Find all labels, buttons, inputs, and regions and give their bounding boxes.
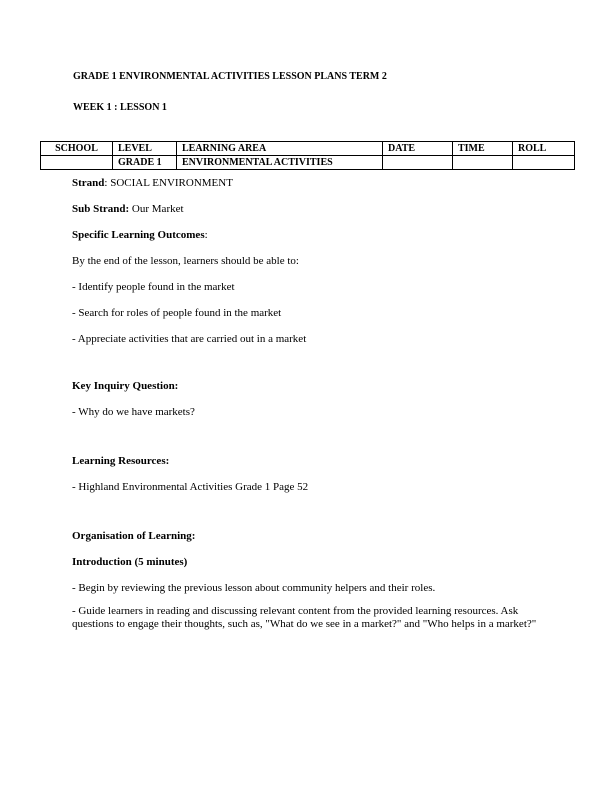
- cell-level: GRADE 1: [113, 156, 177, 170]
- resources-heading: Learning Resources:: [72, 455, 170, 467]
- strand-value: : SOCIAL ENVIRONMENT: [104, 177, 233, 189]
- sub-strand-line: [72, 203, 552, 216]
- lesson-content: [72, 177, 552, 631]
- table-header-row: [41, 142, 575, 156]
- introduction-heading: Introduction (5 minutes): [72, 556, 188, 568]
- header-date: DATE: [383, 142, 453, 156]
- sub-strand-value: Our Market: [129, 203, 184, 215]
- strand-line: [72, 177, 552, 190]
- strand-label: Strand: [72, 177, 105, 189]
- list-item: - Begin by reviewing the previous lesson about community helpers and their roles.: [72, 582, 436, 594]
- outcomes-intro: By the end of the lesson, learners should be able to:: [72, 255, 299, 267]
- header-time: TIME: [453, 142, 513, 156]
- lesson-info-table: [40, 141, 575, 170]
- list-item: - Appreciate activities that are carried out in a market: [72, 333, 307, 345]
- cell-date: [383, 156, 453, 170]
- cell-learning-area: ENVIRONMENTAL ACTIVITIES: [177, 156, 383, 170]
- document-title: GRADE 1 ENVIRONMENTAL ACTIVITIES LESSON PLANS TERM 2: [73, 71, 387, 82]
- header-learning-area: LEARNING AREA: [177, 142, 383, 156]
- outcomes-heading-line: [72, 229, 552, 242]
- list-item: - Highland Environmental Activities Grade 1 Page 52: [72, 481, 309, 493]
- inquiry-heading: Key Inquiry Question:: [72, 380, 179, 392]
- header-school: SCHOOL: [41, 142, 113, 156]
- list-item: - Identify people found in the market: [72, 281, 235, 293]
- week-lesson-heading: WEEK 1 : LESSON 1: [73, 102, 167, 113]
- cell-time: [453, 156, 513, 170]
- header-level: LEVEL: [113, 142, 177, 156]
- outcomes-heading: Specific Learning Outcomes: [72, 229, 205, 241]
- outcomes-heading-suffix: :: [204, 229, 208, 241]
- header-roll: ROLL: [513, 142, 575, 156]
- sub-strand-label: Sub Strand:: [72, 203, 130, 215]
- list-item: - Search for roles of people found in the market: [72, 307, 282, 319]
- table-row: [41, 156, 575, 170]
- cell-school: [41, 156, 113, 170]
- list-item: - Why do we have markets?: [72, 406, 195, 418]
- cell-roll: [513, 156, 575, 170]
- organisation-heading: Organisation of Learning:: [72, 530, 196, 542]
- list-item: - Guide learners in reading and discussing relevant content from the provided learning resources. Ask questions to engage their thoughts, such as, "What do we see in a market?" and "Who helps in a market?": [72, 605, 537, 630]
